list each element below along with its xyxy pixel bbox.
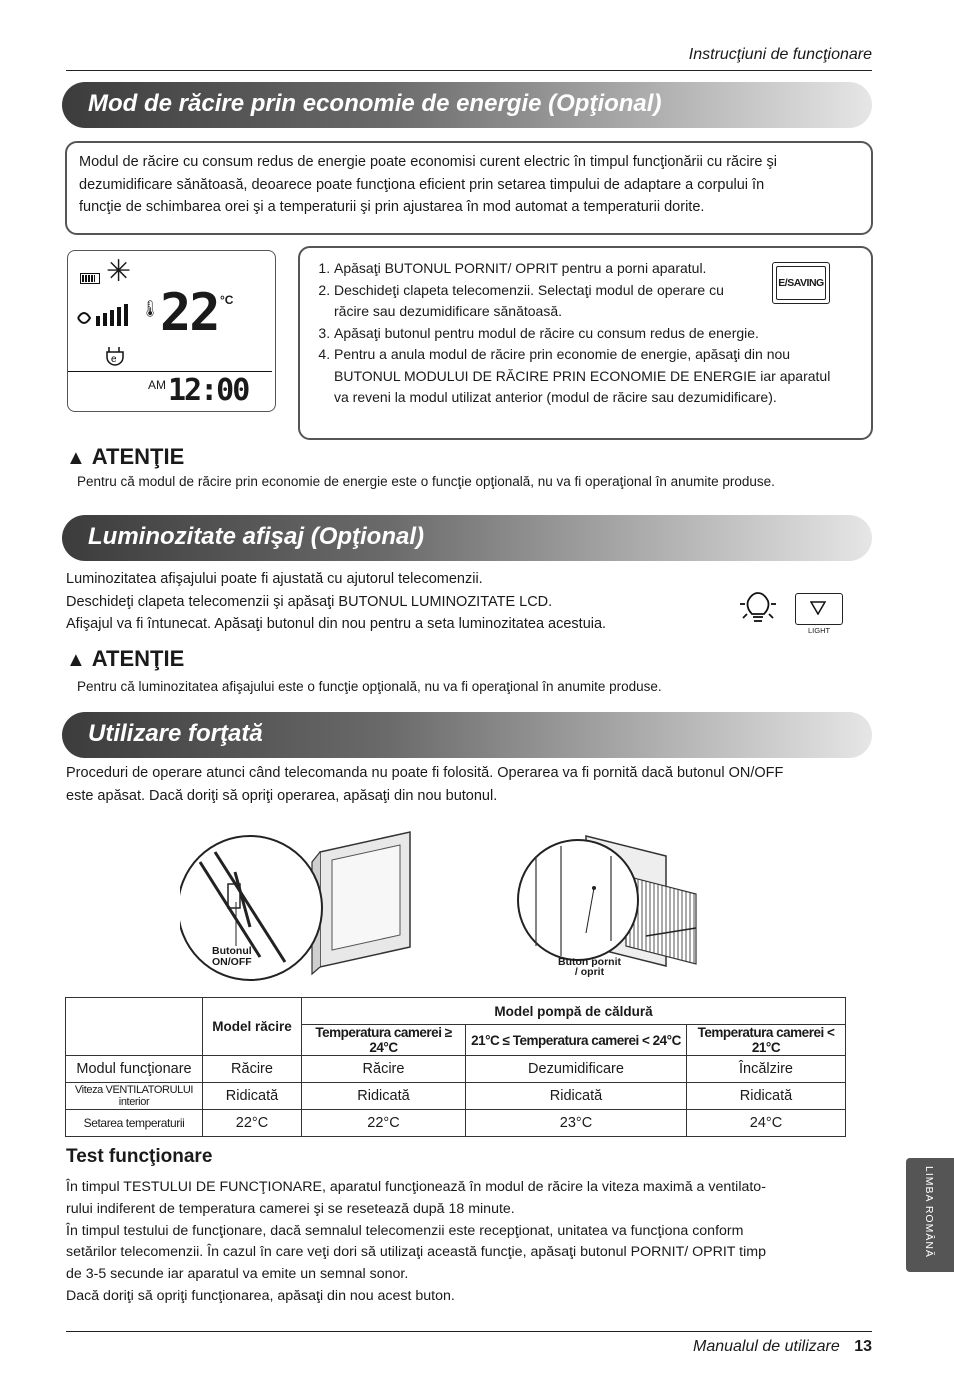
- row-label: Setarea temperaturii: [66, 1110, 203, 1137]
- step-item: 1. Apăsaţi BUTONUL PORNIT/ OPRIT pentru a porni aparatul.: [334, 258, 804, 280]
- section-banner-energy-saving: [62, 82, 872, 128]
- table-cell: Răcire: [203, 1056, 302, 1083]
- steps-box: [298, 246, 873, 440]
- table-cell: Ridicată: [302, 1083, 466, 1110]
- fan-speed-icon: [76, 303, 132, 333]
- body-line: setărilor telecomenzii. În cazul în care veţi dori să utilizaţi această funcţie, apăsaţi butonul PORNIT/ OPRIT timp: [66, 1244, 766, 1261]
- operation-table: [65, 997, 846, 1137]
- triangle-down-icon: [810, 601, 826, 615]
- table-cell: 24°C: [687, 1110, 846, 1137]
- illustration-label-button: Buton pornit / oprit: [558, 956, 621, 978]
- attention-heading: ▲ ATENŢIE: [66, 444, 185, 469]
- warning-icon: ▲: [66, 649, 86, 671]
- step-item: 3. Apăsaţi butonul pentru modul de răcire cu consum redus de energie.: [334, 323, 854, 345]
- test-heading: Test funcţionare: [66, 1146, 213, 1167]
- attention-text: Pentru că luminozitatea afişajului este o funcţie opţională, nu va fi operaţional în anumite produse.: [77, 679, 662, 694]
- svg-text:e: e: [111, 354, 117, 365]
- section-banner-brightness: [62, 515, 872, 561]
- body-line: rului indiferent de temperatura camerei şi se resetează după 18 minute.: [66, 1200, 515, 1217]
- table-cell: Dezumidificare: [466, 1056, 687, 1083]
- intro-line: dezumidificare sănătoasă, deoarece poate funcţiona eficient prin setarea timpului de adaptare a corpului în: [79, 176, 765, 193]
- header-heatpump-model: Model pompă de căldură: [302, 998, 846, 1025]
- subheader: Temperatura camerei < 21°C: [687, 1025, 846, 1056]
- battery-icon: [80, 273, 100, 284]
- section-banner-forced-operation: [62, 712, 872, 758]
- table-corner: [66, 998, 203, 1056]
- body-line: este apăsat. Dacă doriţi să opriţi operarea, apăsaţi din nou butonul.: [66, 787, 498, 804]
- table-cell: Ridicată: [466, 1083, 687, 1110]
- lcd-am: AM: [148, 378, 166, 392]
- body-line: Afişajul va fi întunecat. Apăsaţi butonul din nou pentru a seta luminozitatea acestuia.: [66, 616, 607, 632]
- lcd-unit: °C: [220, 293, 234, 307]
- thermometer-icon: 🌡: [140, 301, 161, 318]
- warning-icon: ▲: [66, 447, 86, 469]
- lcd-temperature: 22: [160, 283, 219, 343]
- body-line: Dacă doriţi să opriţi funcţionarea, apăsaţi din nou acest buton.: [66, 1287, 455, 1304]
- table-cell: Ridicată: [687, 1083, 846, 1110]
- light-button[interactable]: [795, 593, 843, 625]
- snowflake-icon: ✳: [106, 255, 132, 288]
- e-saving-label: E/SAVING: [776, 266, 826, 300]
- table-cell: 22°C: [302, 1110, 466, 1137]
- illustration-label-onoff: Butonul ON/OFF: [212, 945, 252, 968]
- lcd-divider: [68, 371, 272, 372]
- intro-line: funcţie de schimbarea orei şi a temperaturii şi prin ajustarea în mod automat a temperaturii dorite.: [79, 199, 705, 215]
- e-saving-button[interactable]: [772, 262, 830, 304]
- lcd-clock: 12:00: [168, 373, 249, 408]
- row-label: Modul funcţionare: [66, 1056, 203, 1083]
- energy-saving-plug-icon: [104, 344, 126, 366]
- lightbulb-icon: [738, 588, 778, 628]
- header-rule: [66, 70, 872, 71]
- running-header: Instrucţiuni de funcţionare: [688, 46, 872, 63]
- row-label: Viteza VENTILATORULUI interior: [66, 1083, 203, 1110]
- footer: [693, 1338, 872, 1356]
- table-cell: Răcire: [302, 1056, 466, 1083]
- lcd-display: [67, 250, 276, 412]
- body-line: Deschideţi clapeta telecomenzii şi apăsaţi BUTONUL LUMINOZITATE LCD.: [66, 593, 553, 610]
- light-button-label: LIGHT: [808, 626, 831, 635]
- header-cooling-model: Model răcire: [203, 998, 302, 1056]
- body-line: În timpul TESTULUI DE FUNCŢIONARE, aparatul funcţionează în modul de răcire la viteza maximă a ventilato-: [66, 1179, 766, 1195]
- section-title: Luminozitate afişaj (Opţional): [88, 523, 425, 550]
- section-title: Mod de răcire prin economie de energie (Opţional): [88, 90, 662, 117]
- indoor-unit-illustration-2: [516, 826, 716, 976]
- footer-rule: [66, 1331, 872, 1332]
- language-tab: LIMBA ROMÂNĂ: [906, 1158, 954, 1272]
- table-cell: 22°C: [203, 1110, 302, 1137]
- table-cell: 23°C: [466, 1110, 687, 1137]
- table-row: [66, 1110, 846, 1137]
- body-line: Luminozitatea afişajului poate fi ajustată cu ajutorul telecomenzii.: [66, 571, 483, 587]
- intro-line: Modul de răcire cu consum redus de energie poate economisi curent electric în timpul funcţionării cu răcire şi: [79, 154, 777, 170]
- subheader: Temperatura camerei ≥ 24°C: [302, 1025, 466, 1056]
- table-row: [66, 1056, 846, 1083]
- attention-text: Pentru că modul de răcire prin economie de energie este o funcţie opţională, nu va fi operaţional în anumite produse.: [77, 474, 775, 489]
- body-line: În timpul testului de funcţionare, dacă semnalul telecomenzii este recepţionat, unitatea va funcţiona conform: [66, 1222, 744, 1239]
- body-line: de 3-5 secunde iar aparatul va emite un semnal sonor.: [66, 1266, 409, 1283]
- attention-heading: ▲ ATENŢIE: [66, 646, 185, 671]
- step-item: 2. Deschideţi clapeta telecomenzii. Selectaţi modul de operare cu răcire sau dezumidificare sănătoasă.: [334, 280, 734, 323]
- body-line: Proceduri de operare atunci când telecomanda nu poate fi folosită. Operarea va fi pornită dacă butonul ON/OFF: [66, 765, 784, 781]
- footer-manual: Manualul de utilizare: [693, 1338, 840, 1355]
- intro-box: [65, 141, 873, 235]
- table-row: [66, 1083, 846, 1110]
- table-cell: Încălzire: [687, 1056, 846, 1083]
- page-number: 13: [854, 1338, 872, 1355]
- table-cell: Ridicată: [203, 1083, 302, 1110]
- step-item: 4. Pentru a anula modul de răcire prin economie de energie, apăsaţi din nou BUTONUL MODULUI DE RĂCIRE PRIN ECONOMIE DE ENERGIE iar aparatul va reveni la modul utilizat anterior (modul de răcire sau dezumidificare).: [334, 344, 844, 409]
- section-title: Utilizare forţată: [88, 720, 263, 747]
- subheader: 21°C ≤ Temperatura camerei < 24°C: [466, 1025, 687, 1056]
